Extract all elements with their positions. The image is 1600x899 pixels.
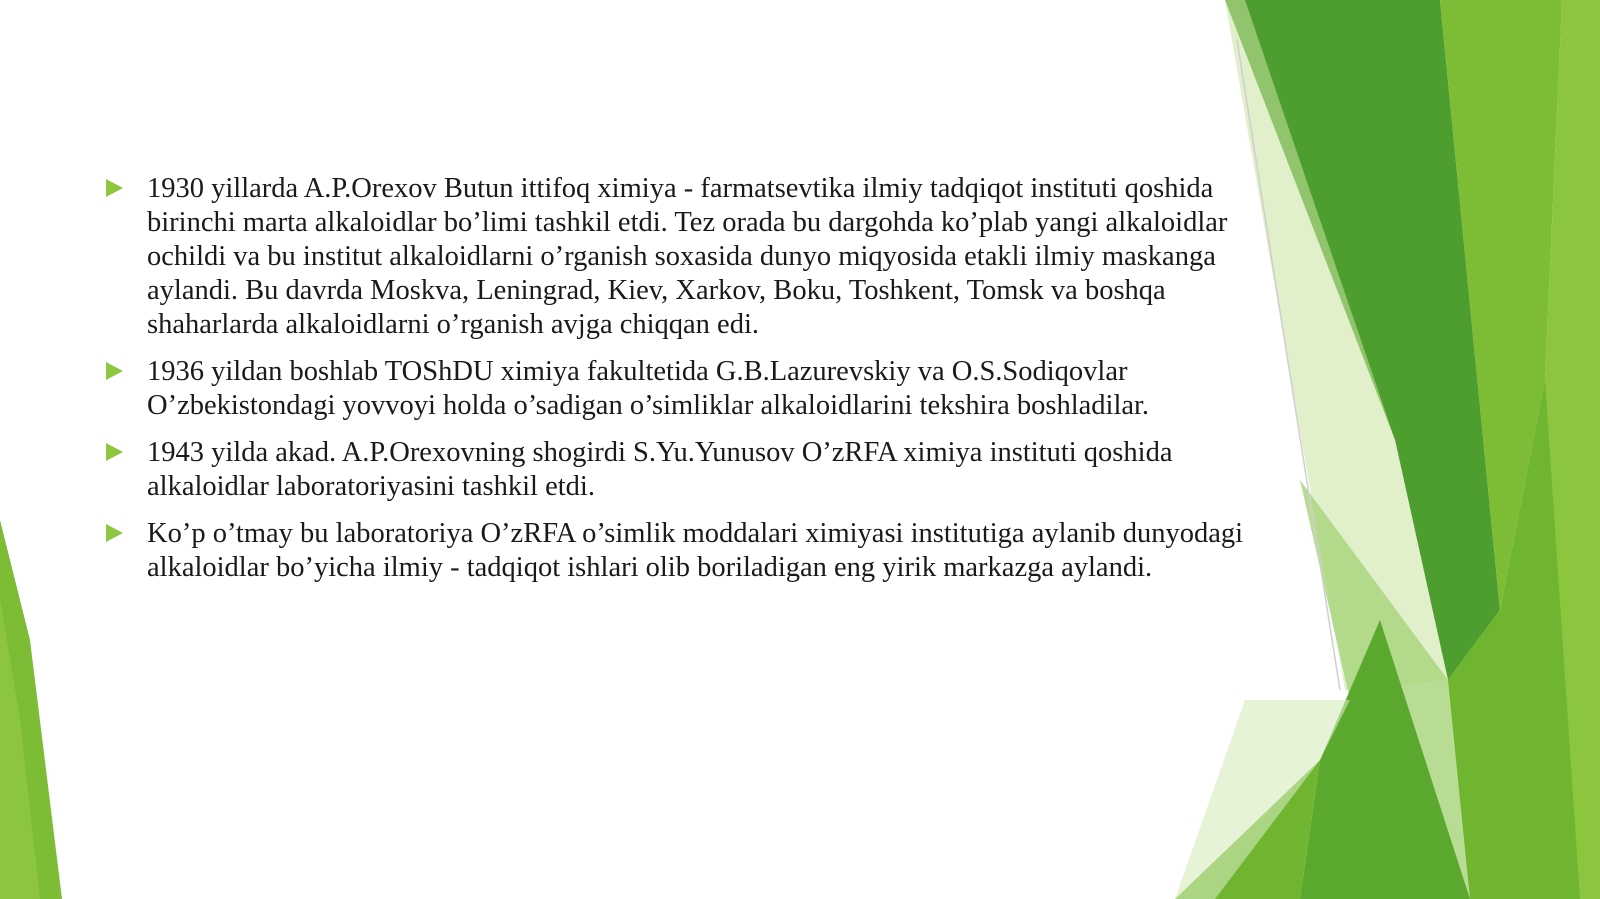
list-item	[98, 172, 1248, 342]
bullet-text: 1943 yilda akad. A.P.Orexovning shogirdi S.Yu.Yunusov O’zRFA ximiya instituti qoshida alkaloidlar laboratoriyasini tashkil etdi.	[147, 437, 1173, 502]
bullet-text: Ko’p o’tmay bu laboratoriya O’zRFA o’simlik moddalari ximiyasi institutiga aylanib dunyodagi alkaloidlar bo’yicha ilmiy - tadqiqot ishlari olib boriladigan eng yirik markazga aylandi.	[147, 518, 1244, 583]
list-item	[98, 355, 1248, 423]
list-item	[98, 436, 1248, 504]
bullet-list	[98, 172, 1248, 598]
triangle-bullet-icon	[104, 178, 124, 198]
triangle-bullet-icon	[104, 361, 124, 381]
triangle-bullet-icon	[104, 523, 124, 543]
bullet-text: 1936 yildan boshlab TOShDU ximiya fakultetida G.B.Lazurevskiy va O.S.Sodiqovlar O’zbekistondagi yovvoyi holda o’sadigan o’simliklar alkaloidlarini tekshira boshladilar.	[147, 356, 1150, 421]
list-item	[98, 517, 1248, 585]
triangle-bullet-icon	[104, 442, 124, 462]
bullet-text: 1930 yillarda A.P.Orexov Butun ittifoq ximiya - farmatsevtika ilmiy tadqiqot instituti qoshida birinchi marta alkaloidlar bo’limi tashkil etdi. Tez orada bu dargohda ko’plab yangi alkaloidlar ochildi va bu institut alkaloidlarni o’rganish soxasida dunyo miqyosida etakli ilmiy maskanga aylandi. Bu davrda Moskva, Leningrad, Kiev, Xarkov, Boku, Toshkent, Tomsk va boshqa shaharlarda alkaloidlarni o’rganish avjga chiqqan edi.	[147, 173, 1228, 340]
